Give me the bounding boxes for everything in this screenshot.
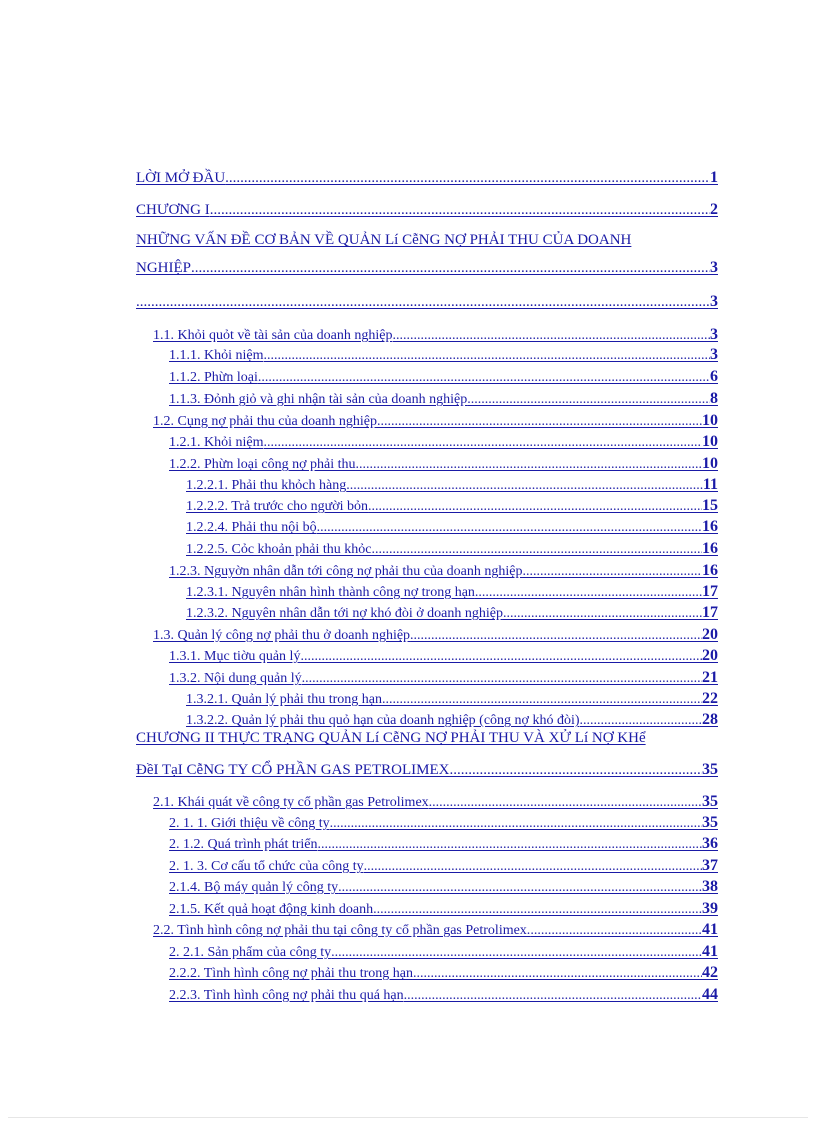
toc-leader-dots xyxy=(210,203,710,218)
toc-entry-label: 1.1.2. Phừn loại xyxy=(169,370,258,385)
toc-leader-dots xyxy=(449,763,702,778)
toc-leader-dots xyxy=(503,607,702,621)
toc-entry-2-2[interactable] xyxy=(153,922,718,938)
toc-entry-label: 1.3.2. Nội dung quản lý xyxy=(169,671,302,686)
toc-leader-dots xyxy=(413,967,702,981)
toc-entry-loi-mo-dau[interactable] xyxy=(136,170,718,186)
toc-leader-dots xyxy=(318,838,702,852)
toc-page-number: 1 xyxy=(710,169,718,186)
toc-leader-dots xyxy=(530,924,702,938)
toc-entry-2-1[interactable] xyxy=(153,794,718,810)
toc-page-number: 41 xyxy=(702,921,718,938)
toc-page-number: 20 xyxy=(702,626,718,643)
toc-page-number: 20 xyxy=(702,647,718,664)
toc-page-number: 37 xyxy=(702,857,718,874)
toc-entry-label: 2. 1. 1. Giới thiệu về công ty xyxy=(169,816,330,831)
toc-entry-1-1[interactable] xyxy=(153,327,718,343)
toc-entry-label: 1.2. Cụng nợ phải thu của doanh nghiệp xyxy=(153,414,377,429)
toc-entry-label: 2. 2.1. Sản phẩm của công ty xyxy=(169,945,332,960)
toc-page-number: 39 xyxy=(702,900,718,917)
toc-leader-dots xyxy=(475,586,702,600)
toc-leader-dots xyxy=(300,650,702,664)
toc-entry-label: 1.2.2. Phừn loại công nợ phải thu xyxy=(169,457,356,472)
toc-leader-dots xyxy=(580,714,703,728)
toc-leader-dots xyxy=(136,295,710,310)
toc-leader-dots xyxy=(346,479,703,493)
toc-entry-label: 1.2.2.5. Cỏc khoản phải thu khỏc xyxy=(186,542,372,557)
toc-leader-dots xyxy=(371,543,702,557)
toc-page-number: 15 xyxy=(702,497,718,514)
toc-entry-1-3-2-1[interactable] xyxy=(186,691,718,707)
toc-entry-label: 1.1. Khỏi quỏt về tài sản của doanh nghiệp xyxy=(153,328,393,343)
toc-entry-label: 1.3.1. Mục tiờu quản lý xyxy=(169,649,301,664)
toc-page-number: 44 xyxy=(702,986,718,1003)
toc-entry-1-2-2-2[interactable] xyxy=(186,498,718,514)
toc-entry-2-1-4[interactable] xyxy=(169,879,718,895)
toc-page-number: 3 xyxy=(710,259,718,276)
toc-entry-2-1-2[interactable] xyxy=(169,836,718,852)
toc-entry-label: 2.2.3. Tình hình công nợ phải thu quá hạn xyxy=(169,988,404,1003)
toc-leader-dots xyxy=(330,817,702,831)
toc-entry-1-1-3[interactable] xyxy=(169,391,718,407)
toc-leader-dots xyxy=(373,903,702,917)
toc-leader-dots xyxy=(377,415,702,429)
toc-leader-dots xyxy=(338,881,702,895)
toc-leader-dots xyxy=(429,796,702,810)
toc-leader-dots xyxy=(317,521,702,535)
toc-chapter2-heading[interactable]: CHƯƠNG II THỰC TRẠNG QUẢN Lí CễNG NỢ PHẢI THU VÀ XỬ Lí NỢ KHể xyxy=(136,730,646,746)
toc-leader-dots xyxy=(368,500,702,514)
toc-entry-label: 1.3.2.1. Quản lý phải thu trong hạn xyxy=(186,692,382,707)
toc-leader-dots xyxy=(522,565,702,579)
toc-chapter1-heading[interactable]: NHỮNG VẤN ĐỀ CƠ BẢN VỀ QUẢN Lí CễNG NỢ PHẢI THU CỦA DOANH xyxy=(136,232,632,248)
toc-leader-dots xyxy=(467,393,710,407)
toc-page-number: 16 xyxy=(702,562,718,579)
toc-entry-label: 1.2.2.1. Phải thu khỏch hàng xyxy=(186,478,347,493)
toc-page-number: 16 xyxy=(702,540,718,557)
toc-entry-1-2-3-1[interactable] xyxy=(186,584,718,600)
toc-entry-label: 2. 1. 3. Cơ cấu tổ chức của công ty xyxy=(169,859,364,874)
toc-page-number: 17 xyxy=(702,583,718,600)
toc-entry-label: 1.2.3. Nguyờn nhân dẫn tới công nợ phải thu của doanh nghiệp xyxy=(169,564,523,579)
toc-page-number: 3 xyxy=(710,346,718,363)
toc-page-number: 16 xyxy=(702,518,718,535)
toc-entry-chuong-1[interactable] xyxy=(136,202,718,218)
toc-entry-label: 2.1.4. Bộ máy quản lý công ty xyxy=(169,880,339,895)
toc-entry-1-2-2[interactable] xyxy=(169,456,718,472)
toc-entry-1-2-1[interactable] xyxy=(169,434,718,450)
toc-leader-dots xyxy=(225,171,710,186)
toc-page-number: 22 xyxy=(702,690,718,707)
toc-page-number: 35 xyxy=(702,793,718,810)
toc-page-number: 10 xyxy=(702,433,718,450)
toc-entry-1-2-2-5[interactable] xyxy=(186,541,718,557)
toc-entry-2-2-3[interactable] xyxy=(169,987,718,1003)
toc-page-number: 38 xyxy=(702,878,718,895)
toc-leader-dots xyxy=(264,436,703,450)
toc-page-number: 3 xyxy=(710,326,718,343)
toc-entry-label: 2.1. Khái quát về công ty cổ phần gas Petrolimex xyxy=(153,795,429,810)
toc-entry-1-3-1[interactable] xyxy=(169,648,718,664)
toc-entry-label: 1.1.3. Đỏnh giỏ và ghi nhận tài sản của doanh nghiệp xyxy=(169,392,468,407)
toc-entry-2-1-3[interactable] xyxy=(169,858,718,874)
toc-leader-dots xyxy=(258,371,710,385)
toc-page-number: 28 xyxy=(702,711,718,728)
toc-leader-dots xyxy=(393,329,710,343)
toc-entry-label: 2. 1.2. Quá trình phát triển xyxy=(169,837,318,852)
toc-page-number: 35 xyxy=(702,761,718,778)
toc-page-number: 35 xyxy=(702,814,718,831)
toc-leader-dots xyxy=(355,458,702,472)
toc-page-number: 10 xyxy=(702,455,718,472)
toc-entry-2-2-2[interactable] xyxy=(169,965,718,981)
toc-entry-2-1-1[interactable] xyxy=(169,815,718,831)
toc-page-number: 3 xyxy=(710,293,718,310)
toc-entry-1-3-2-2[interactable] xyxy=(186,712,718,728)
toc-entry-label: 2.1.5. Kết quả hoạt động kinh doanh xyxy=(169,902,374,917)
toc-leader-dots xyxy=(302,672,702,686)
toc-page-number: 2 xyxy=(710,201,718,218)
toc-leader-dots xyxy=(264,349,711,363)
toc-leader-dots xyxy=(410,629,702,643)
toc-entry-2-2-1[interactable] xyxy=(169,944,718,960)
toc-entry-1-3-2[interactable] xyxy=(169,670,718,686)
toc-entry-label: 2.2. Tình hình công nợ phải thu tại công ty cổ phần gas Petrolimex. xyxy=(153,923,531,938)
toc-leader-dots xyxy=(191,261,710,276)
toc-leader-dots xyxy=(382,693,702,707)
toc-page-number: 36 xyxy=(702,835,718,852)
toc-page-number: 21 xyxy=(702,669,718,686)
toc-leader-dots xyxy=(404,989,702,1003)
toc-entry-nghiep[interactable] xyxy=(136,260,718,276)
toc-entry-label: CHƯƠNG I xyxy=(136,202,210,218)
toc-entry-1-2-3[interactable] xyxy=(169,563,718,579)
toc-page-number: 10 xyxy=(702,412,718,429)
toc-entry-label: 2.2.2. Tình hình công nợ phải thu trong hạn xyxy=(169,966,413,981)
toc-page-number: 6 xyxy=(710,368,718,385)
toc-entry-2-1-5[interactable] xyxy=(169,901,718,917)
toc-entry-blank[interactable] xyxy=(136,294,718,310)
toc-entry-1-1-2[interactable] xyxy=(169,369,718,385)
toc-page-number: 8 xyxy=(710,390,718,407)
toc-entry-label: 1.2.3.2. Nguyên nhân dẫn tới nợ khó đòi ở doanh nghiệp xyxy=(186,606,503,621)
toc-entry-label: LỜI MỞ ĐẦU xyxy=(136,170,226,186)
toc-entry-label: 1.2.1. Khỏi niệm xyxy=(169,435,264,450)
toc-entry-label: 1.2.3.1. Nguyên nhân hình thành công nợ trong hạn xyxy=(186,585,475,600)
toc-entry-1-2-2-1[interactable] xyxy=(186,477,718,493)
toc-leader-dots xyxy=(331,946,702,960)
toc-entry-label: 1.3.2.2. Quản lý phải thu quỏ hạn của doanh nghiệp (công nợ khó đòi) xyxy=(186,713,580,728)
toc-page-number: 41 xyxy=(702,943,718,960)
toc-entry-label: 1.3. Quản lý công nợ phải thu ở doanh nghiệp xyxy=(153,628,411,643)
toc-page-number: 42 xyxy=(702,964,718,981)
toc-entry-doi-tai[interactable] xyxy=(136,762,718,778)
toc-leader-dots xyxy=(364,860,702,874)
toc-entry-label: ĐềI TạI CễNG TY CỔ PHẦN GAS PETROLIMEX xyxy=(136,762,450,778)
toc-entry-1-1-1[interactable] xyxy=(169,347,718,363)
toc-page-number: 17 xyxy=(702,604,718,621)
toc-entry-label: 1.1.1. Khỏi niệm xyxy=(169,348,264,363)
toc-entry-1-3[interactable] xyxy=(153,627,718,643)
toc-page-number: 11 xyxy=(702,476,718,493)
toc-entry-label: 1.2.2.4. Phải thu nội bộ xyxy=(186,520,317,535)
toc-entry-label: NGHIỆP xyxy=(136,260,191,276)
toc-entry-1-2[interactable] xyxy=(153,413,718,429)
toc-entry-1-2-2-4[interactable] xyxy=(186,519,718,535)
toc-entry-label: 1.2.2.2. Trả trước cho người bỏn xyxy=(186,499,369,514)
page-bottom-divider xyxy=(8,1117,808,1118)
toc-entry-1-2-3-2[interactable] xyxy=(186,605,718,621)
